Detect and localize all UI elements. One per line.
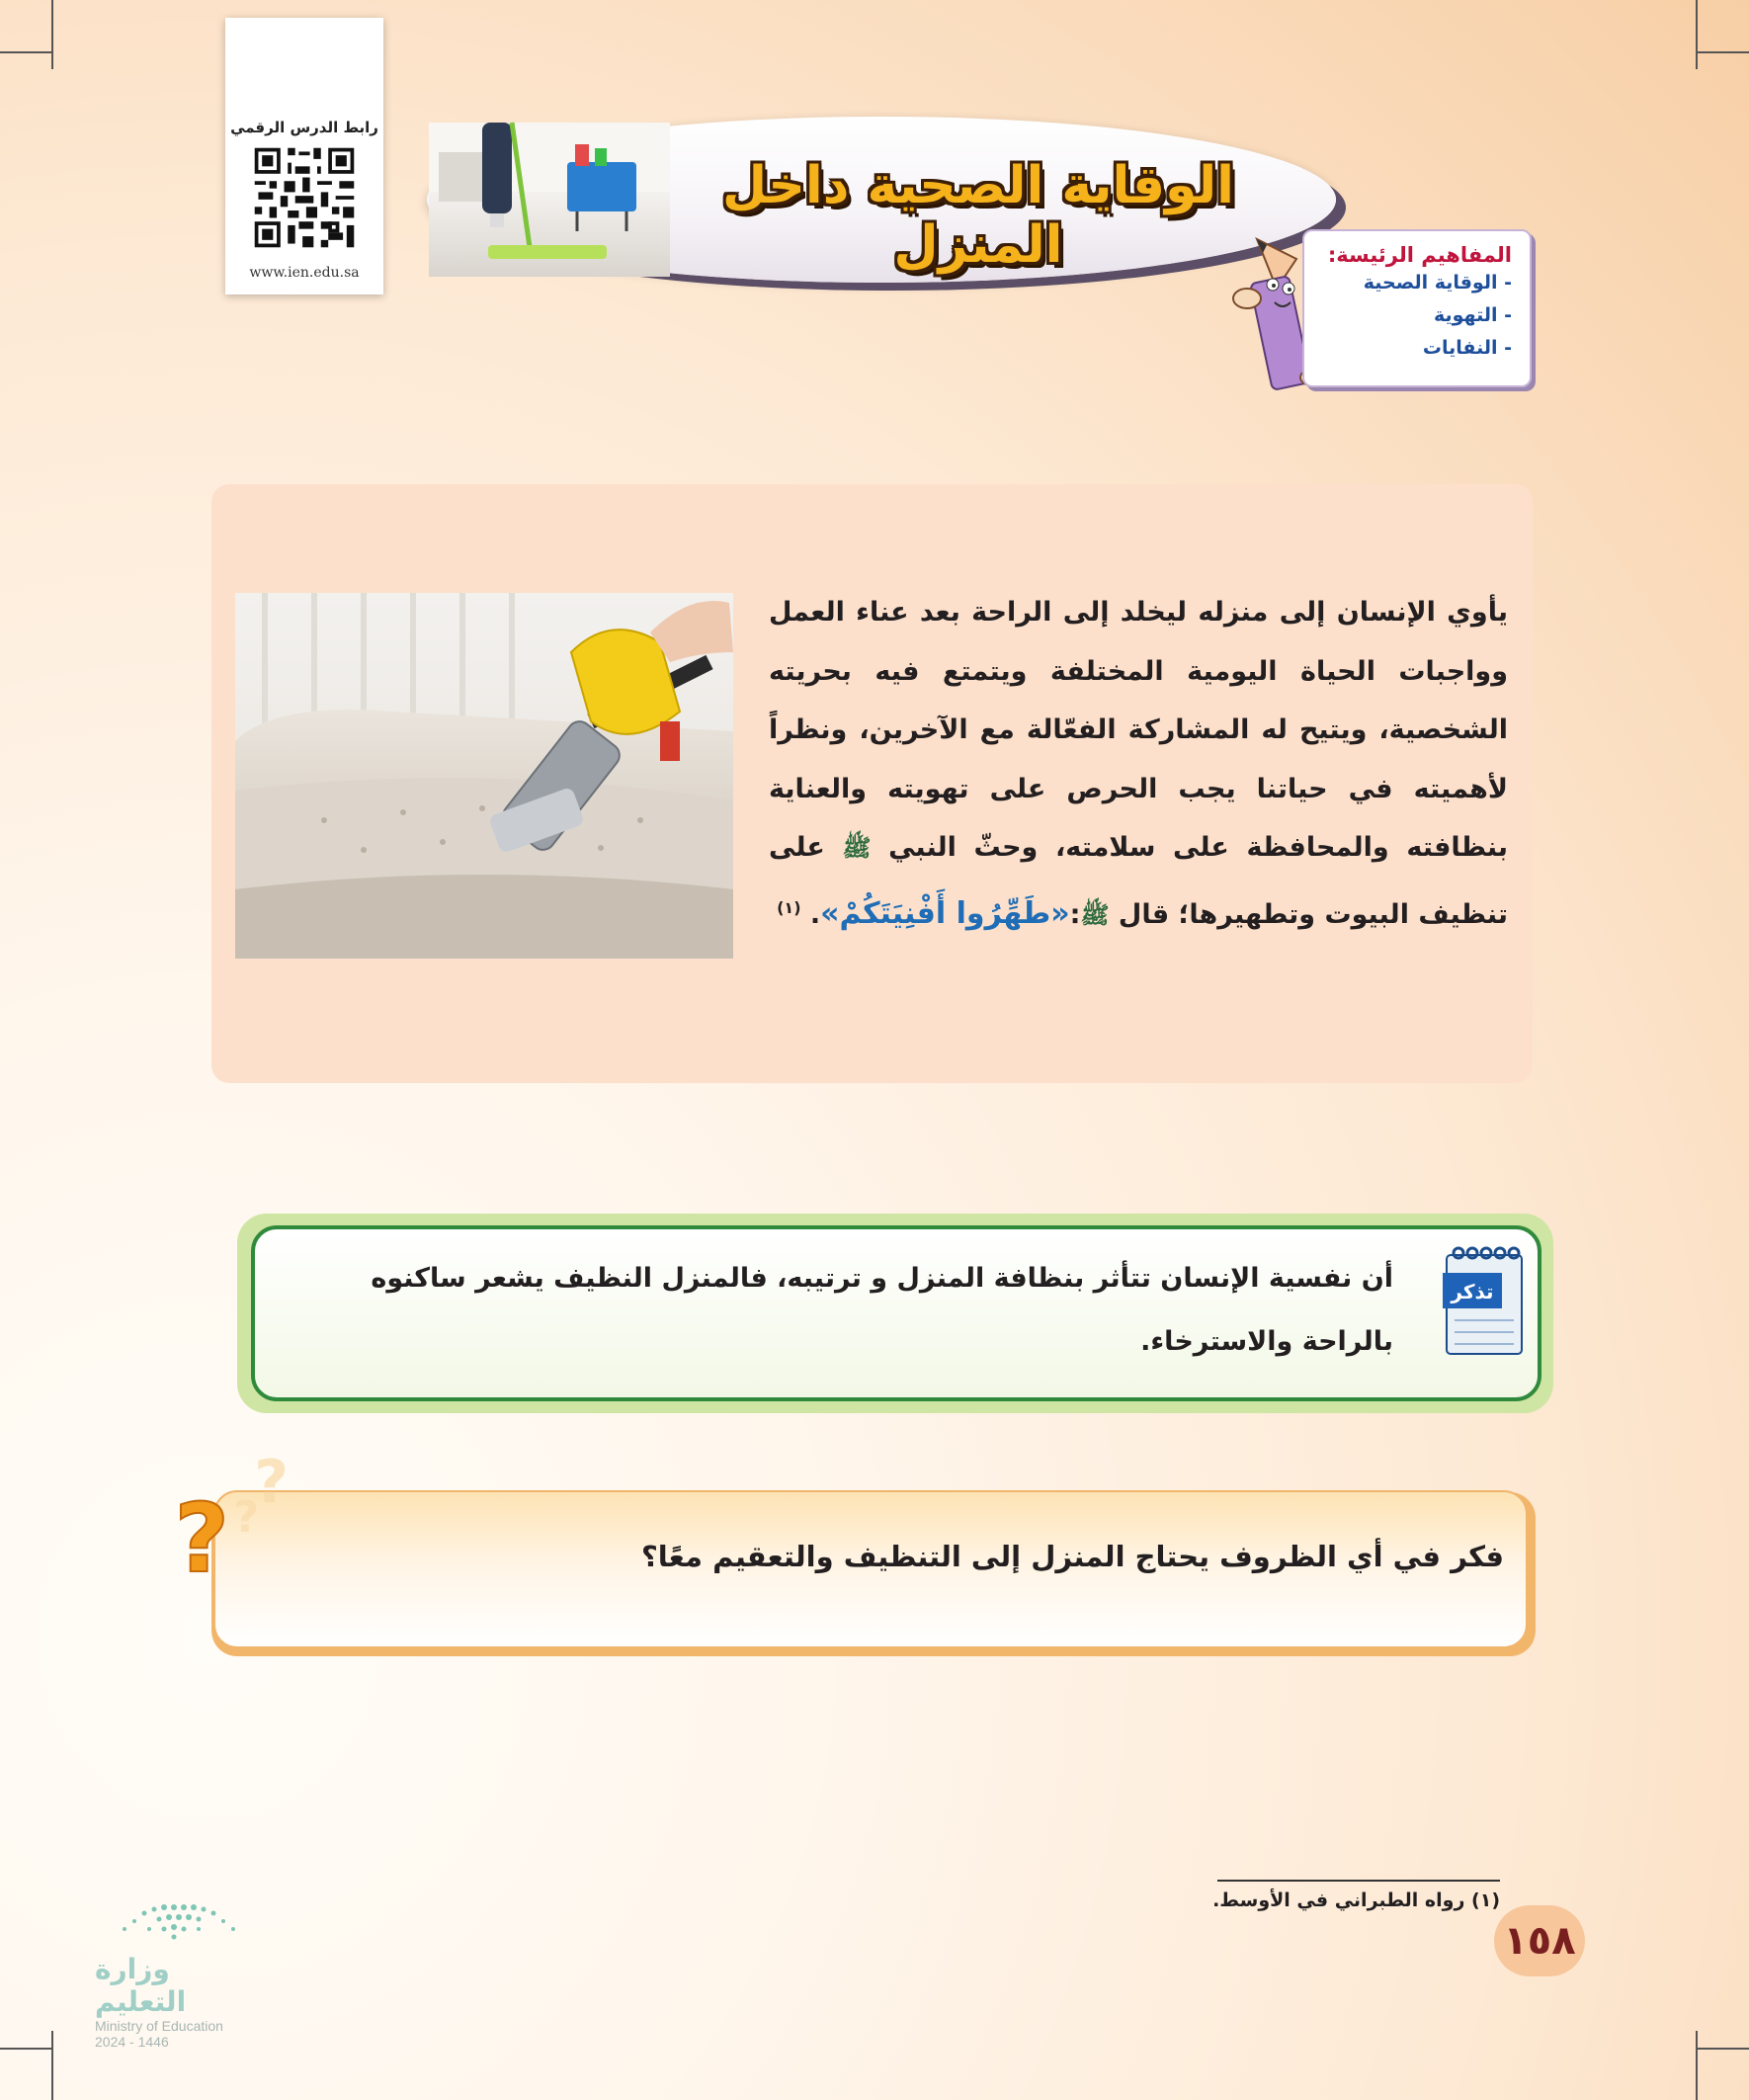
svg-text:?: ? — [254, 1448, 289, 1517]
intro-text: يأوي الإنسان إلى منزله ليخلد إلى الراحة بعد عناء العمل وواجبات الحياة اليومية المختلفة ويتمتع فيه بحريته الشخصية، ويتيح له المشاركة الفعّالة مع الآخرين، ونظراً لأهميته في حياتنا يجب الحرص على تهويته والعناية بنظافته والمحافظة على سلامته، وحثّ النبي — [769, 597, 1509, 863]
crop-mark — [1696, 0, 1698, 69]
key-concept-item: - الوقاية الصحية — [1363, 272, 1512, 294]
remember-text: أن نفسية الإنسان تتأثر بنظافة المنزل و ترتيبه، فالمنزل النظيف يشعر ساكنوه بالراحة والاسترخاء. — [371, 1263, 1393, 1357]
key-concepts-box — [1302, 229, 1532, 387]
period: . — [809, 898, 821, 930]
intro-text-continued: على تنظيف البيوت وتطهيرها؛ قال — [769, 832, 1508, 930]
key-concept-item: - التهوية — [1433, 304, 1512, 326]
remember-label: تذكر — [1451, 1280, 1494, 1303]
svg-text:?: ? — [233, 1492, 259, 1543]
page-number: ١٥٨ — [1494, 1905, 1585, 1976]
ministry-year: 2024 - 1446 — [95, 2034, 169, 2050]
ministry-logo — [95, 1899, 332, 2050]
crop-mark — [1696, 2031, 1698, 2100]
title-photo-mopping — [429, 123, 670, 277]
salutation-icon: ﷺ — [1080, 900, 1110, 929]
intro-paragraph — [769, 583, 1508, 945]
qr-label: رابط الدرس الرقمي — [230, 119, 378, 136]
svg-text:?: ? — [174, 1483, 229, 1594]
ministry-name-en: Ministry of Education — [95, 2018, 223, 2034]
footnote: (١) رواه الطبراني في الأوسط. — [1212, 1890, 1500, 1911]
digital-lesson-card[interactable] — [225, 18, 383, 294]
notebook-icon — [1441, 1243, 1528, 1360]
crop-mark — [51, 2031, 53, 2100]
crop-mark — [51, 0, 53, 69]
salutation-icon: ﷺ — [842, 834, 872, 862]
colon: : — [1069, 898, 1081, 930]
think-question: فكر في أي الظروف يحتاج المنزل إلى التنظيف والتعقيم معًا؟ — [640, 1540, 1504, 1573]
footnote-divider — [1217, 1880, 1500, 1882]
crop-mark — [1698, 51, 1749, 53]
page-title: الوقاية الصحية داخل المنزل — [721, 156, 1235, 275]
qr-url[interactable]: www.ien.edu.sa — [249, 265, 360, 281]
qr-code-icon[interactable] — [251, 144, 358, 251]
crop-mark — [0, 51, 51, 53]
footnote-reference[interactable]: (١) — [777, 897, 801, 917]
ministry-dots-icon — [95, 1899, 253, 1949]
sofa-cleaning-photo — [235, 593, 733, 959]
key-concepts-heading: المفاهيم الرئيسة: — [1327, 243, 1512, 267]
hadith-quote: «طَهِّرُوا أَفْنِيَتَكُمْ» — [820, 895, 1070, 931]
ministry-name-ar: وزارة التعليم — [95, 1953, 187, 2018]
key-concept-item: - النفايات — [1422, 337, 1512, 359]
crop-mark — [1698, 2048, 1749, 2050]
crop-mark — [0, 2048, 51, 2050]
